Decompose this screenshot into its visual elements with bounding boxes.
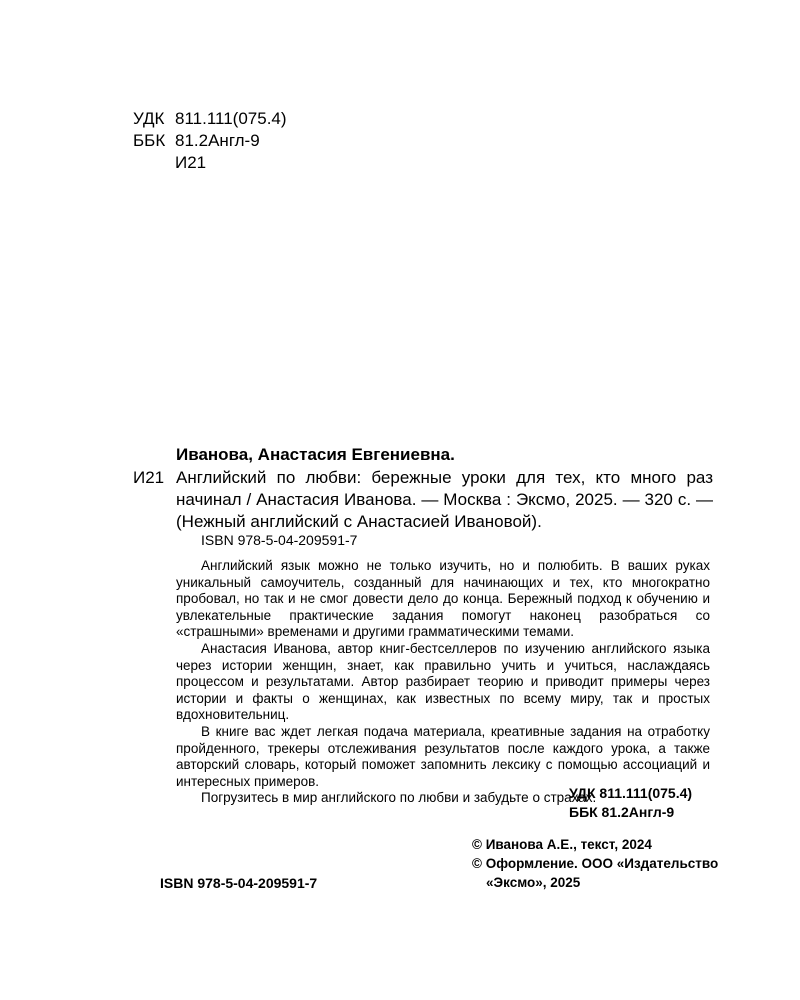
- annotation-paragraph: Английский язык можно не только изучить, но и полюбить. В ваших руках уникальный самоучитель, созданный для начинающих и тех, кто многократно пробовал, но так и не смог довести дело до конца. Бережный подход к обучению и увлекательные практические задания помогут наконец разобраться со «страшными» временами и другими грамматическими темами.: [176, 558, 710, 640]
- footer-isbn: ISBN 978-5-04-209591-7: [160, 875, 318, 891]
- classification-block: [133, 108, 287, 174]
- copyright-text-line: © Иванова А.Е., текст, 2024: [472, 837, 652, 852]
- bbk-label: ББК: [133, 131, 166, 150]
- annotation-paragraph: Погрузитесь в мир английского по любви и забудьте о страхах.: [201, 790, 597, 806]
- entry-description: Английский по любви: бережные уроки для тех, кто много раз начинал / Анастасия Иванова. — Москва : Эксмо, 2025. — 320 с. — (Нежный английский с Анастасией Ивановой).: [176, 468, 713, 531]
- bbk-value: 81.2Англ-9: [175, 131, 260, 150]
- copyright-block: [472, 835, 732, 892]
- udk-row: [133, 108, 287, 130]
- entry-isbn: ISBN 978-5-04-209591-7: [201, 532, 358, 548]
- annotation: [176, 558, 710, 807]
- udk-value: 811.111(075.4): [175, 109, 287, 128]
- bbk-row: [133, 130, 287, 152]
- footer-udk: УДК 811.111(075.4): [569, 785, 693, 801]
- bibliographic-entry: [133, 467, 713, 533]
- author-mark-row: [133, 152, 287, 174]
- author-mark: И21: [175, 153, 207, 172]
- footer-bbk: ББК 81.2Англ-9: [569, 804, 675, 820]
- copyright-design-line: © Оформление. ООО «Издательство: [472, 856, 719, 871]
- entry-mark: И21: [133, 468, 165, 487]
- udk-label: УДК: [133, 109, 165, 128]
- copyright-design-line-2: «Эксмо», 2025: [486, 875, 581, 890]
- annotation-paragraph: Анастасия Иванова, автор книг-бестселлеров по изучению английского языка через истории женщин, знает, как правильно учить и учиться, наслаждаясь процессом и результатами. Автор разбирает теорию и приводит примеры через истории и факты о женщинах, как известных по всему миру, так и простых вдохновительниц.: [176, 640, 710, 723]
- annotation-paragraph: В книге вас ждет легкая подача материала, креативные задания на отработку пройденного, трекеры отслеживания результатов после каждого урока, а также авторский словарь, который поможет запомнить лексику с помощью ассоциаций и интересных примеров.: [176, 723, 710, 789]
- entry-author: Иванова, Анастасия Евгениевна.: [176, 445, 455, 464]
- footer-classification: [569, 784, 692, 822]
